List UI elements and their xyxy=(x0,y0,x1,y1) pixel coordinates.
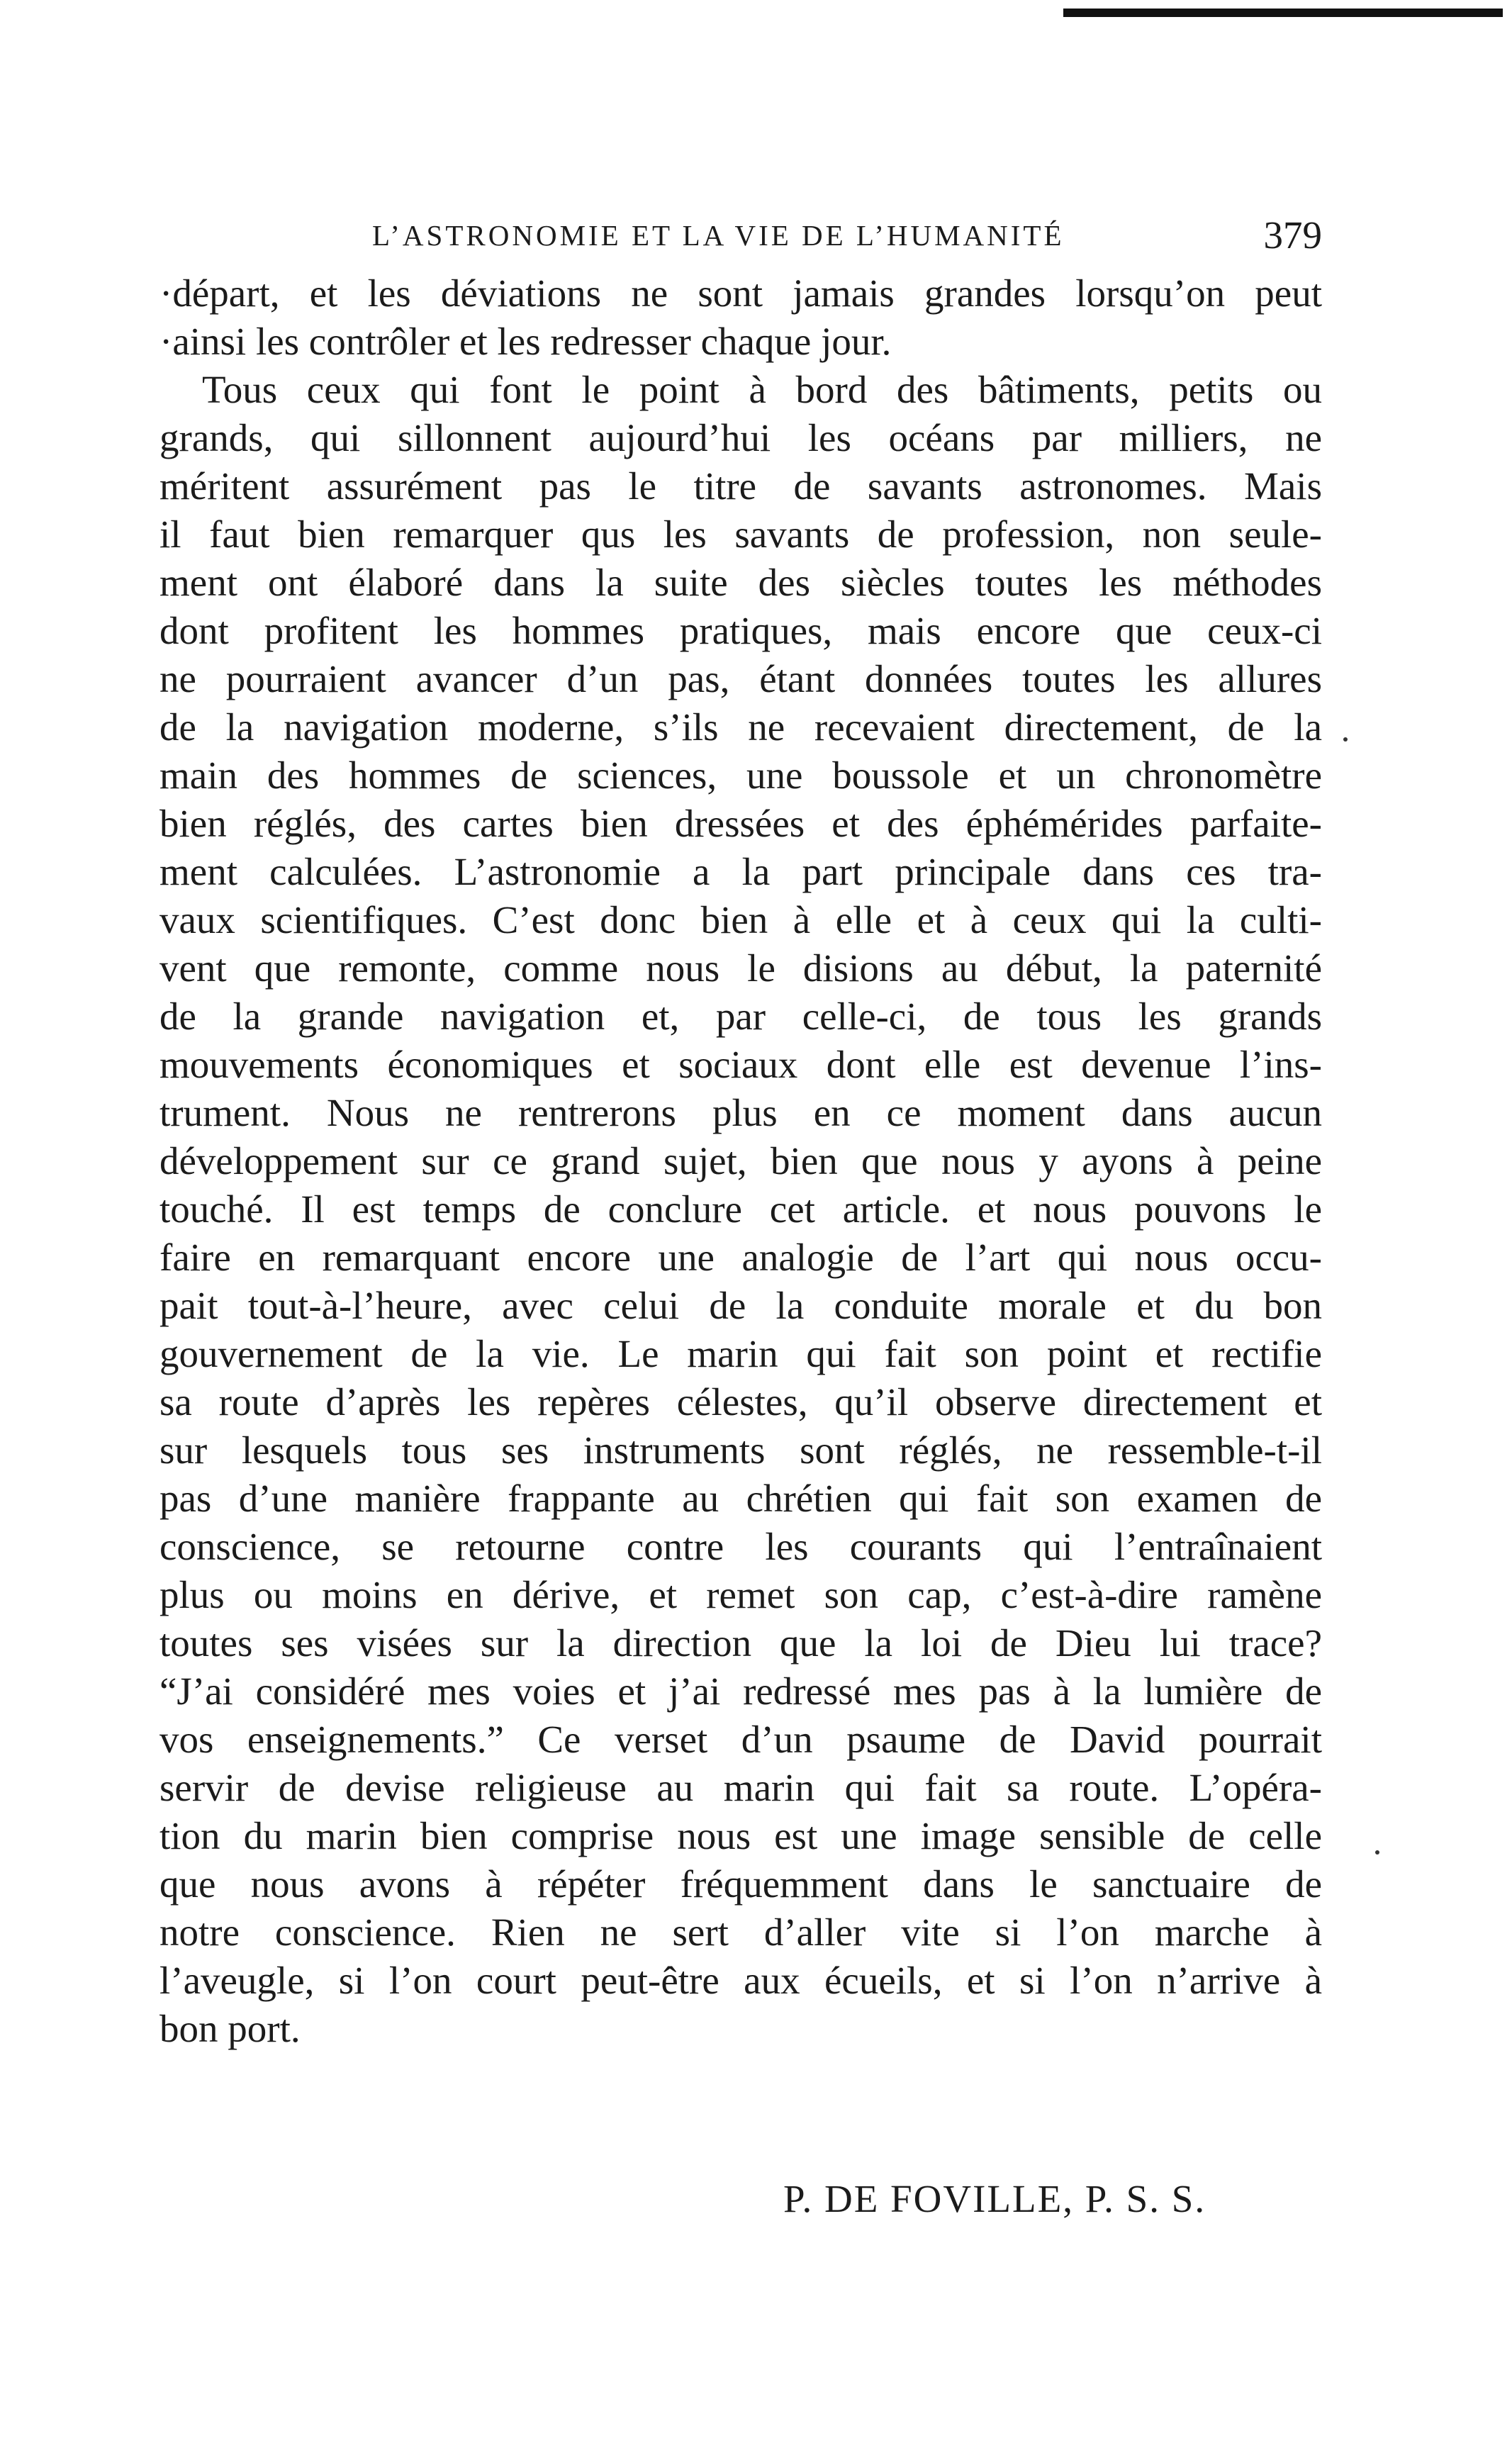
text-line: l’aveugle, si l’on court peut-être aux écueils, et si l’on n’arrive à xyxy=(159,1959,1322,2002)
text-line: trument. Nous ne rentrerons plus en ce moment dans aucun xyxy=(159,1091,1322,1134)
running-title: L’ASTRONOMIE ET LA VIE DE L’HUMANITÉ xyxy=(372,219,1065,252)
body-text xyxy=(159,269,1322,2053)
text-line: que nous avons à répéter fréquemment dans le sanctuaire de xyxy=(159,1862,1322,1906)
text-line: sur lesquels tous ses instruments sont réglés, ne ressemble-t-il xyxy=(159,1428,1322,1472)
text-line: main des hommes de sciences, une boussole et un chronomètre xyxy=(159,754,1322,797)
text-line: pas d’une manière frappante au chrétien qui fait son examen de xyxy=(159,1477,1322,1520)
text-line: ment ont élaboré dans la suite des siècles toutes les méthodes xyxy=(159,561,1322,604)
text-line: servir de devise religieuse au marin qui fait sa route. L’opéra- xyxy=(159,1766,1322,1809)
text-line: notre conscience. Rien ne sert d’aller vite si l’on marche à xyxy=(159,1911,1322,1954)
margin-speck xyxy=(1343,737,1348,742)
text-line: touché. Il est temps de conclure cet article. et nous pouvons le xyxy=(159,1187,1322,1231)
text-line: toutes ses visées sur la direction que la loi de Dieu lui trace? xyxy=(159,1621,1322,1665)
text-line: ·départ, et les déviations ne sont jamais grandes lorsqu’on peut xyxy=(159,272,1322,315)
page-number: 379 xyxy=(1263,213,1322,257)
text-line: gouvernement de la vie. Le marin qui fait son point et rectifie xyxy=(159,1332,1322,1375)
book-page xyxy=(159,191,1322,2220)
text-line: développement sur ce grand sujet, bien que nous y ayons à peine xyxy=(159,1139,1322,1182)
text-line: de la navigation moderne, s’ils ne recevaient directement, de la xyxy=(159,705,1322,749)
text-line: faire en remarquant encore une analogie de l’art qui nous occu- xyxy=(159,1236,1322,1279)
margin-speck xyxy=(1375,1850,1379,1855)
text-line: ne pourraient avancer d’un pas, étant données toutes les allures xyxy=(159,657,1322,700)
text-line: conscience, se retourne contre les courants qui l’entraînaient xyxy=(159,1525,1322,1568)
text-line: dont profitent les hommes pratiques, mais encore que ceux-ci xyxy=(159,609,1322,652)
text-line: de la grande navigation et, par celle-ci, de tous les grands xyxy=(159,995,1322,1038)
text-line: vent que remonte, comme nous le disions au début, la paternité xyxy=(159,946,1322,990)
text-line: bien réglés, des cartes bien dressées et des éphémérides parfaite- xyxy=(159,802,1322,845)
running-head xyxy=(159,191,1322,269)
text-line: Tous ceux qui font le point à bord des bâtiments, petits ou xyxy=(202,368,1322,411)
text-line: “J’ai considéré mes voies et j’ai redressé mes pas à la lumière de xyxy=(159,1669,1322,1713)
text-line: vos enseignements.” Ce verset d’un psaume de David pourrait xyxy=(159,1718,1322,1761)
text-line: ment calculées. L’astronomie a la part principale dans ces tra- xyxy=(159,850,1322,893)
text-line: tion du marin bien comprise nous est une image sensible de celle xyxy=(159,1814,1322,1857)
text-line: méritent assurément pas le titre de savants astronomes. Mais xyxy=(159,464,1322,508)
text-line: vaux scientifiques. C’est donc bien à elle et à ceux qui la culti- xyxy=(159,898,1322,941)
top-rule xyxy=(1063,9,1503,17)
text-line: plus ou moins en dérive, et remet son cap, c’est-à-dire ramène xyxy=(159,1573,1322,1616)
text-line: il faut bien remarquer qus les savants de profession, non seule- xyxy=(159,513,1322,556)
text-line: pait tout-à-l’heure, avec celui de la conduite morale et du bon xyxy=(159,1284,1322,1327)
text-line: mouvements économiques et sociaux dont elle est devenue l’ins- xyxy=(159,1043,1322,1086)
text-line: ·ainsi les contrôler et les redresser chaque jour. xyxy=(159,320,892,363)
text-line: sa route d’après les repères célestes, qu’il observe directement et xyxy=(159,1380,1322,1423)
author-signature: P. DE FOVILLE, P. S. S. xyxy=(783,2177,1206,2220)
text-line: grands, qui sillonnent aujourd’hui les océans par milliers, ne xyxy=(159,416,1322,459)
text-line: bon port. xyxy=(159,2007,301,2050)
